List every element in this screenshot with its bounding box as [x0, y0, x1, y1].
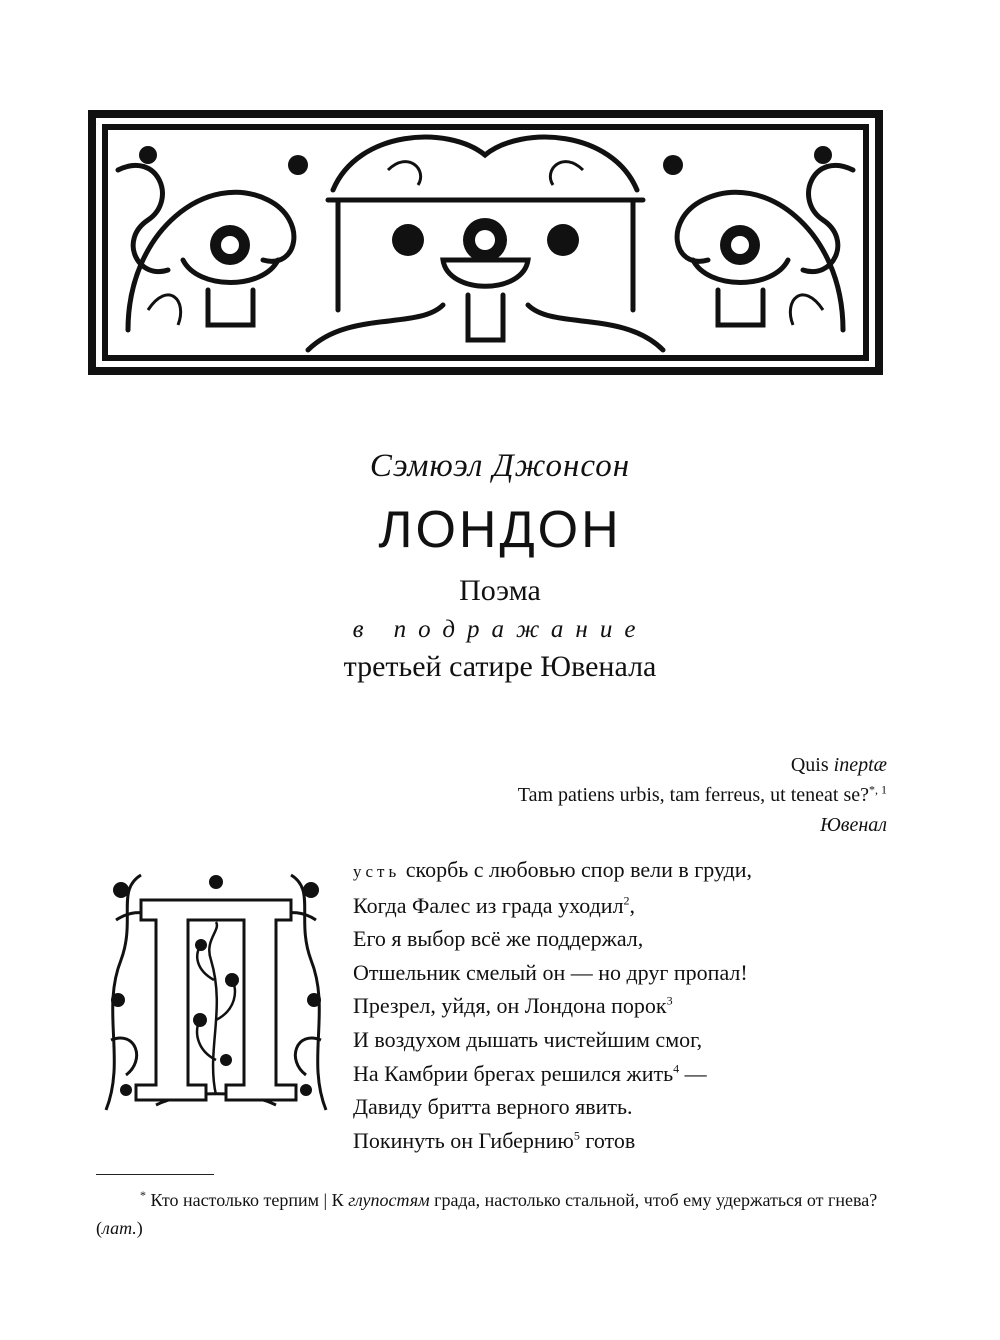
poem-verse	[353, 853, 913, 1157]
subtitle-imitation: в подражание	[352, 616, 648, 643]
verse-line: На Камбрии брегах решился жить$^4$ —	[353, 1060, 707, 1086]
ornamental-headpiece-icon	[88, 110, 883, 375]
footnote-ref: 3	[666, 994, 673, 1009]
verse-line: Когда Фалес из града уходил$^2$,	[353, 892, 636, 918]
verse-line: Его я выбор всё же поддержал,	[353, 926, 644, 952]
subtitle-genre: Поэма	[459, 574, 541, 607]
verse-line: усть скорбь с любовью спор вели в груди,	[353, 857, 753, 882]
epigraph	[387, 750, 887, 840]
footnote: * Кто настолько терпим | К глупостям града, настолько стальной, чтоб ему удержаться от гнева? (лат.)	[96, 1188, 878, 1238]
epigraph-line-1: Quis ineptæ	[790, 754, 887, 776]
epigraph-source: Ювенал	[820, 814, 887, 836]
ornamental-initial-icon	[96, 860, 336, 1120]
poem-title: ЛОНДОН	[378, 501, 622, 559]
verse-line: Презрел, уйдя, он Лондона порок$^3$	[353, 993, 673, 1019]
footnote-ref: *, 1	[869, 782, 887, 797]
verse-line: И воздухом дышать чистейшим смог,	[353, 1026, 703, 1052]
footnote-ref: 2	[623, 893, 630, 908]
footnote-mark: *	[140, 1188, 146, 1202]
subtitle-source: третьей сатире Ювенала	[343, 650, 657, 683]
verse-first-word: усть	[353, 862, 401, 881]
footnote-ref: 5	[573, 1128, 580, 1143]
footnote-ref: 4	[673, 1061, 680, 1076]
verse-line: Давиду бритта верного явить.	[353, 1094, 633, 1120]
verse-line: Покинуть он Гибернию$^5$ готов	[353, 1127, 636, 1153]
epigraph-line-2: Tam patiens urbis, tam ferreus, ut teneat se?$^{*, 1}$	[517, 782, 887, 806]
author-name: Сэмюэл Джонсон	[369, 448, 631, 484]
verse-line: Отшельник смелый он — но друг пропал!	[353, 959, 748, 985]
footnote-divider	[96, 1174, 214, 1175]
